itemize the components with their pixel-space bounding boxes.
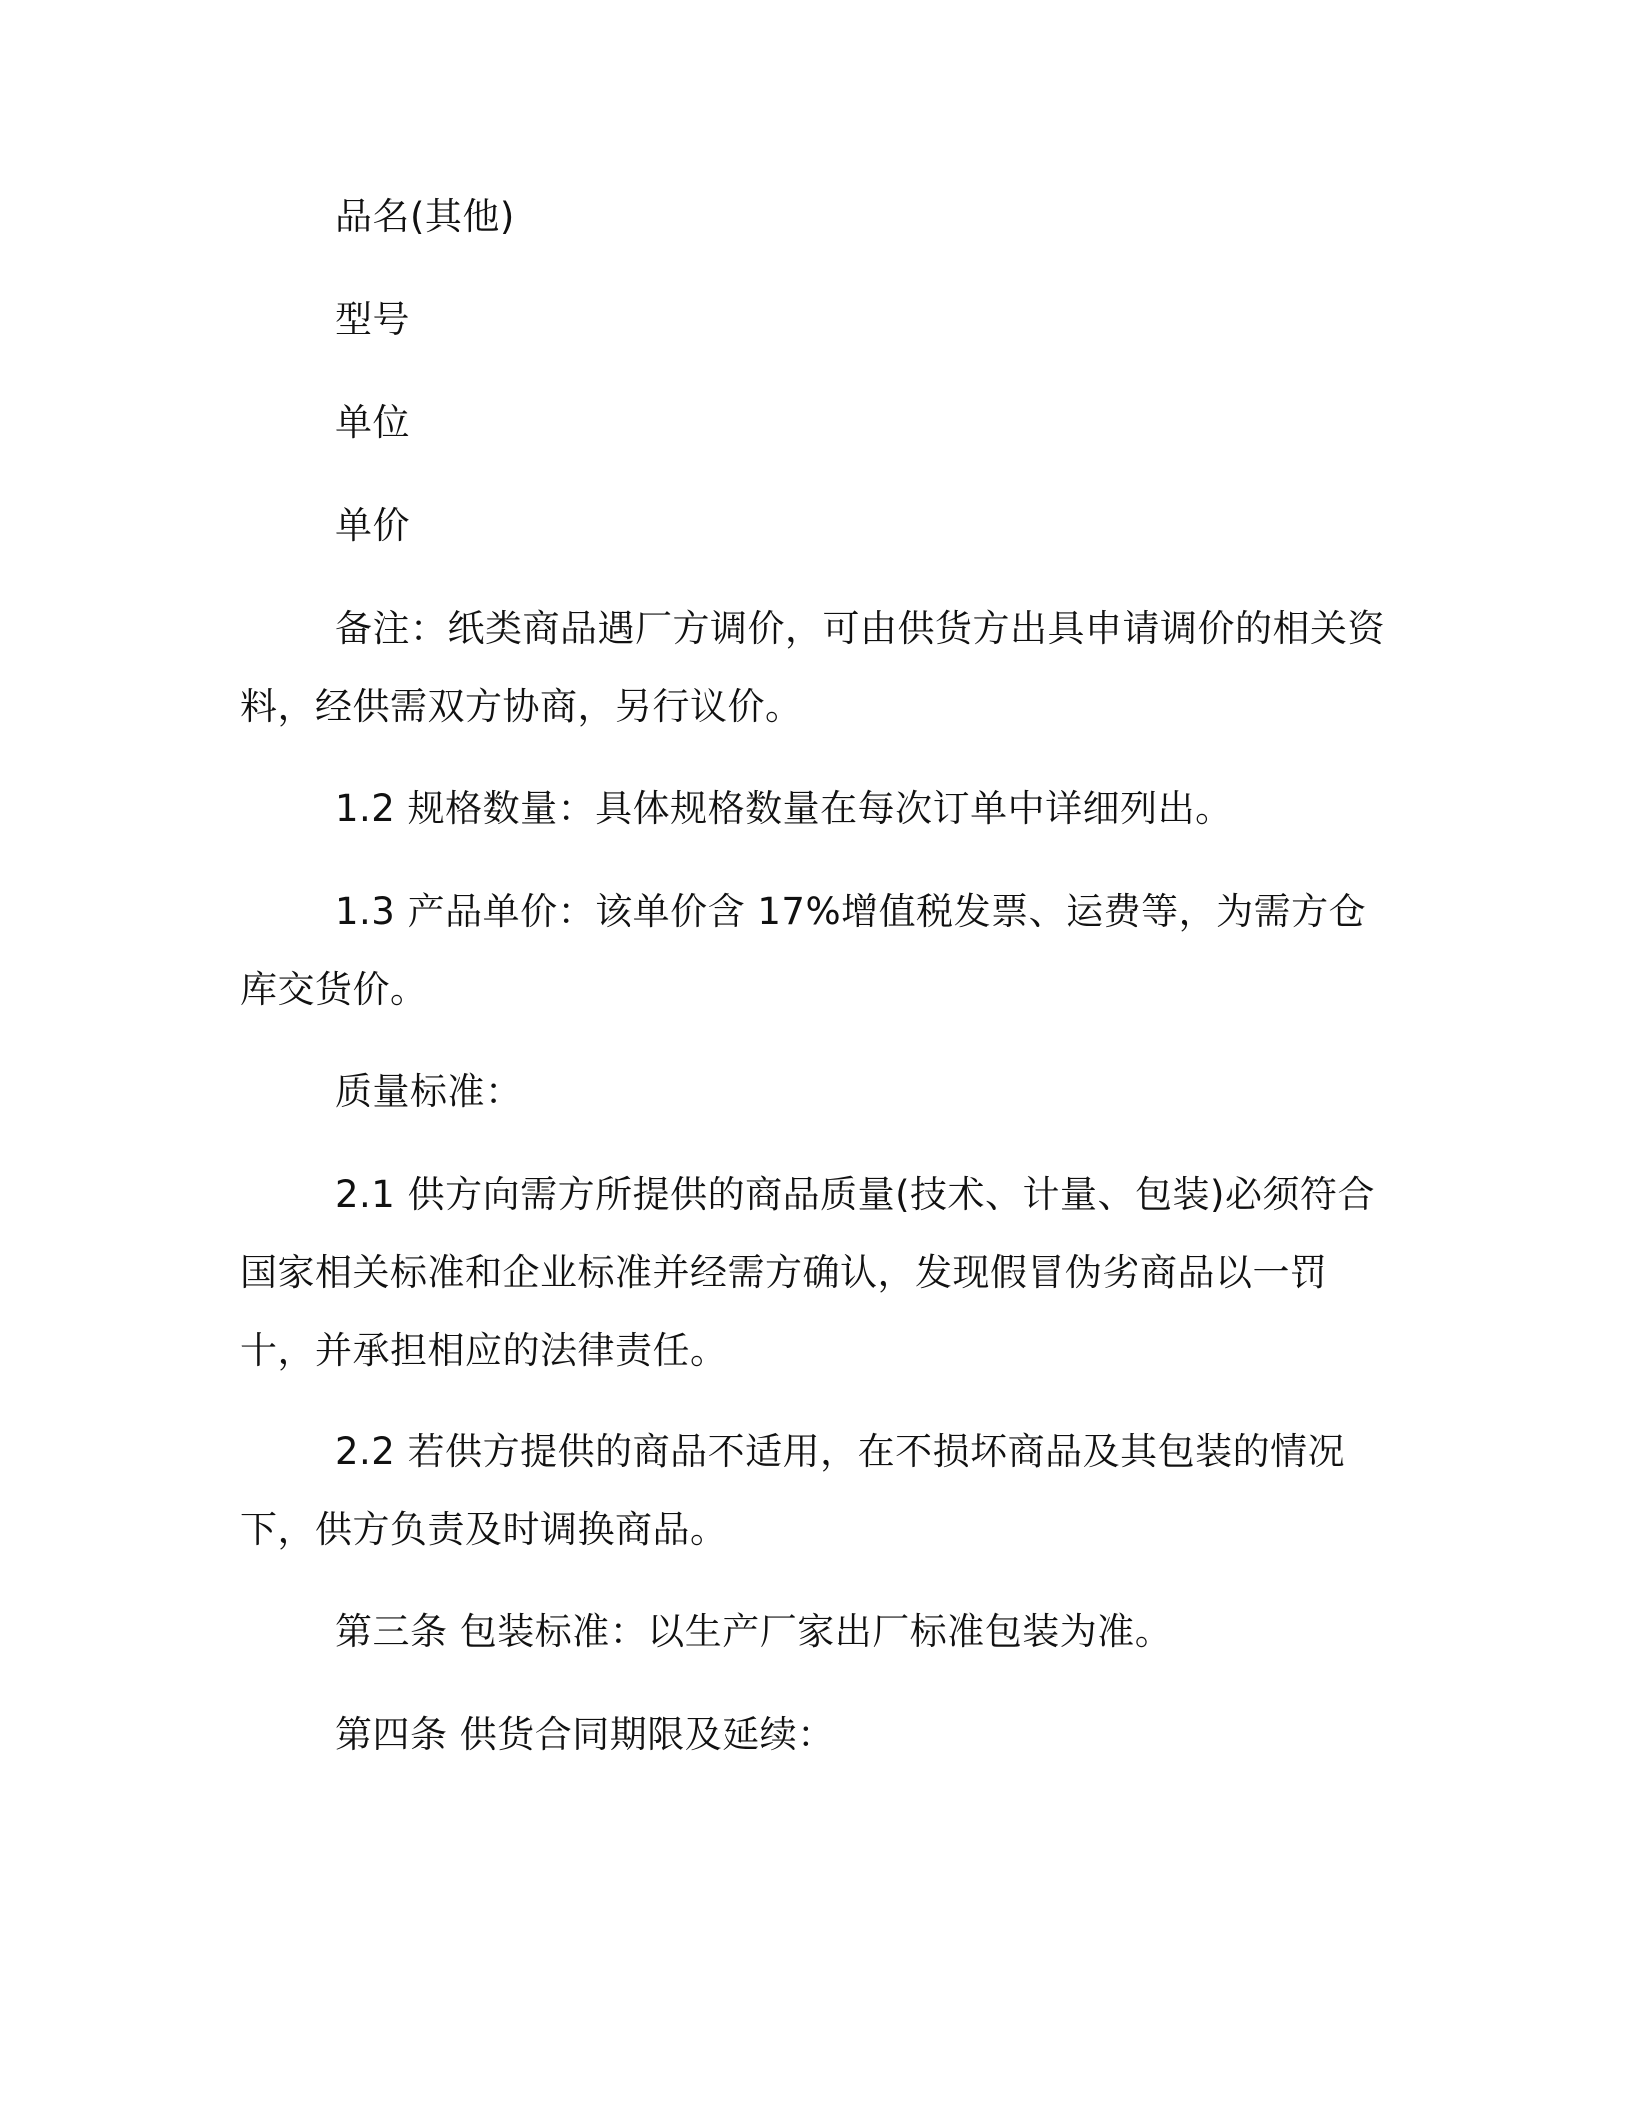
paragraph-clause-2-2: 2.2 若供方提供的商品不适用，在不损坏商品及其包装的情况下，供方负责及时调换商品。	[240, 1430, 1346, 1551]
paragraph-article-3: 第三条 包装标准：以生产厂家出厂标准包装为准。	[335, 1610, 1173, 1653]
paragraph-clause-1-3: 1.3 产品单价：该单价含 17%增值税发票、运费等，为需方仓库交货价。	[240, 890, 1367, 1011]
paragraph-model: 型号	[335, 298, 410, 341]
paragraph-unit-price: 单价	[335, 504, 410, 547]
paragraph-clause-2-1: 2.1 供方向需方所提供的商品质量(技术、计量、包装)必须符合国家相关标准和企业标准并经需方确认，发现假冒伪劣商品以一罚十，并承担相应的法律责任。	[240, 1173, 1375, 1372]
paragraph-remarks: 备注：纸类商品遇厂方调价，可由供货方出具申请调价的相关资料，经供需双方协商，另行议价。	[240, 607, 1385, 728]
paragraph-unit: 单位	[335, 401, 410, 444]
paragraph-article-4: 第四条 供货合同期限及延续：	[335, 1713, 835, 1756]
paragraph-clause-1-2: 1.2 规格数量：具体规格数量在每次订单中详细列出。	[335, 787, 1233, 830]
paragraph-quality-heading: 质量标准：	[335, 1070, 523, 1113]
paragraph-product-name: 品名(其他)	[335, 195, 515, 238]
